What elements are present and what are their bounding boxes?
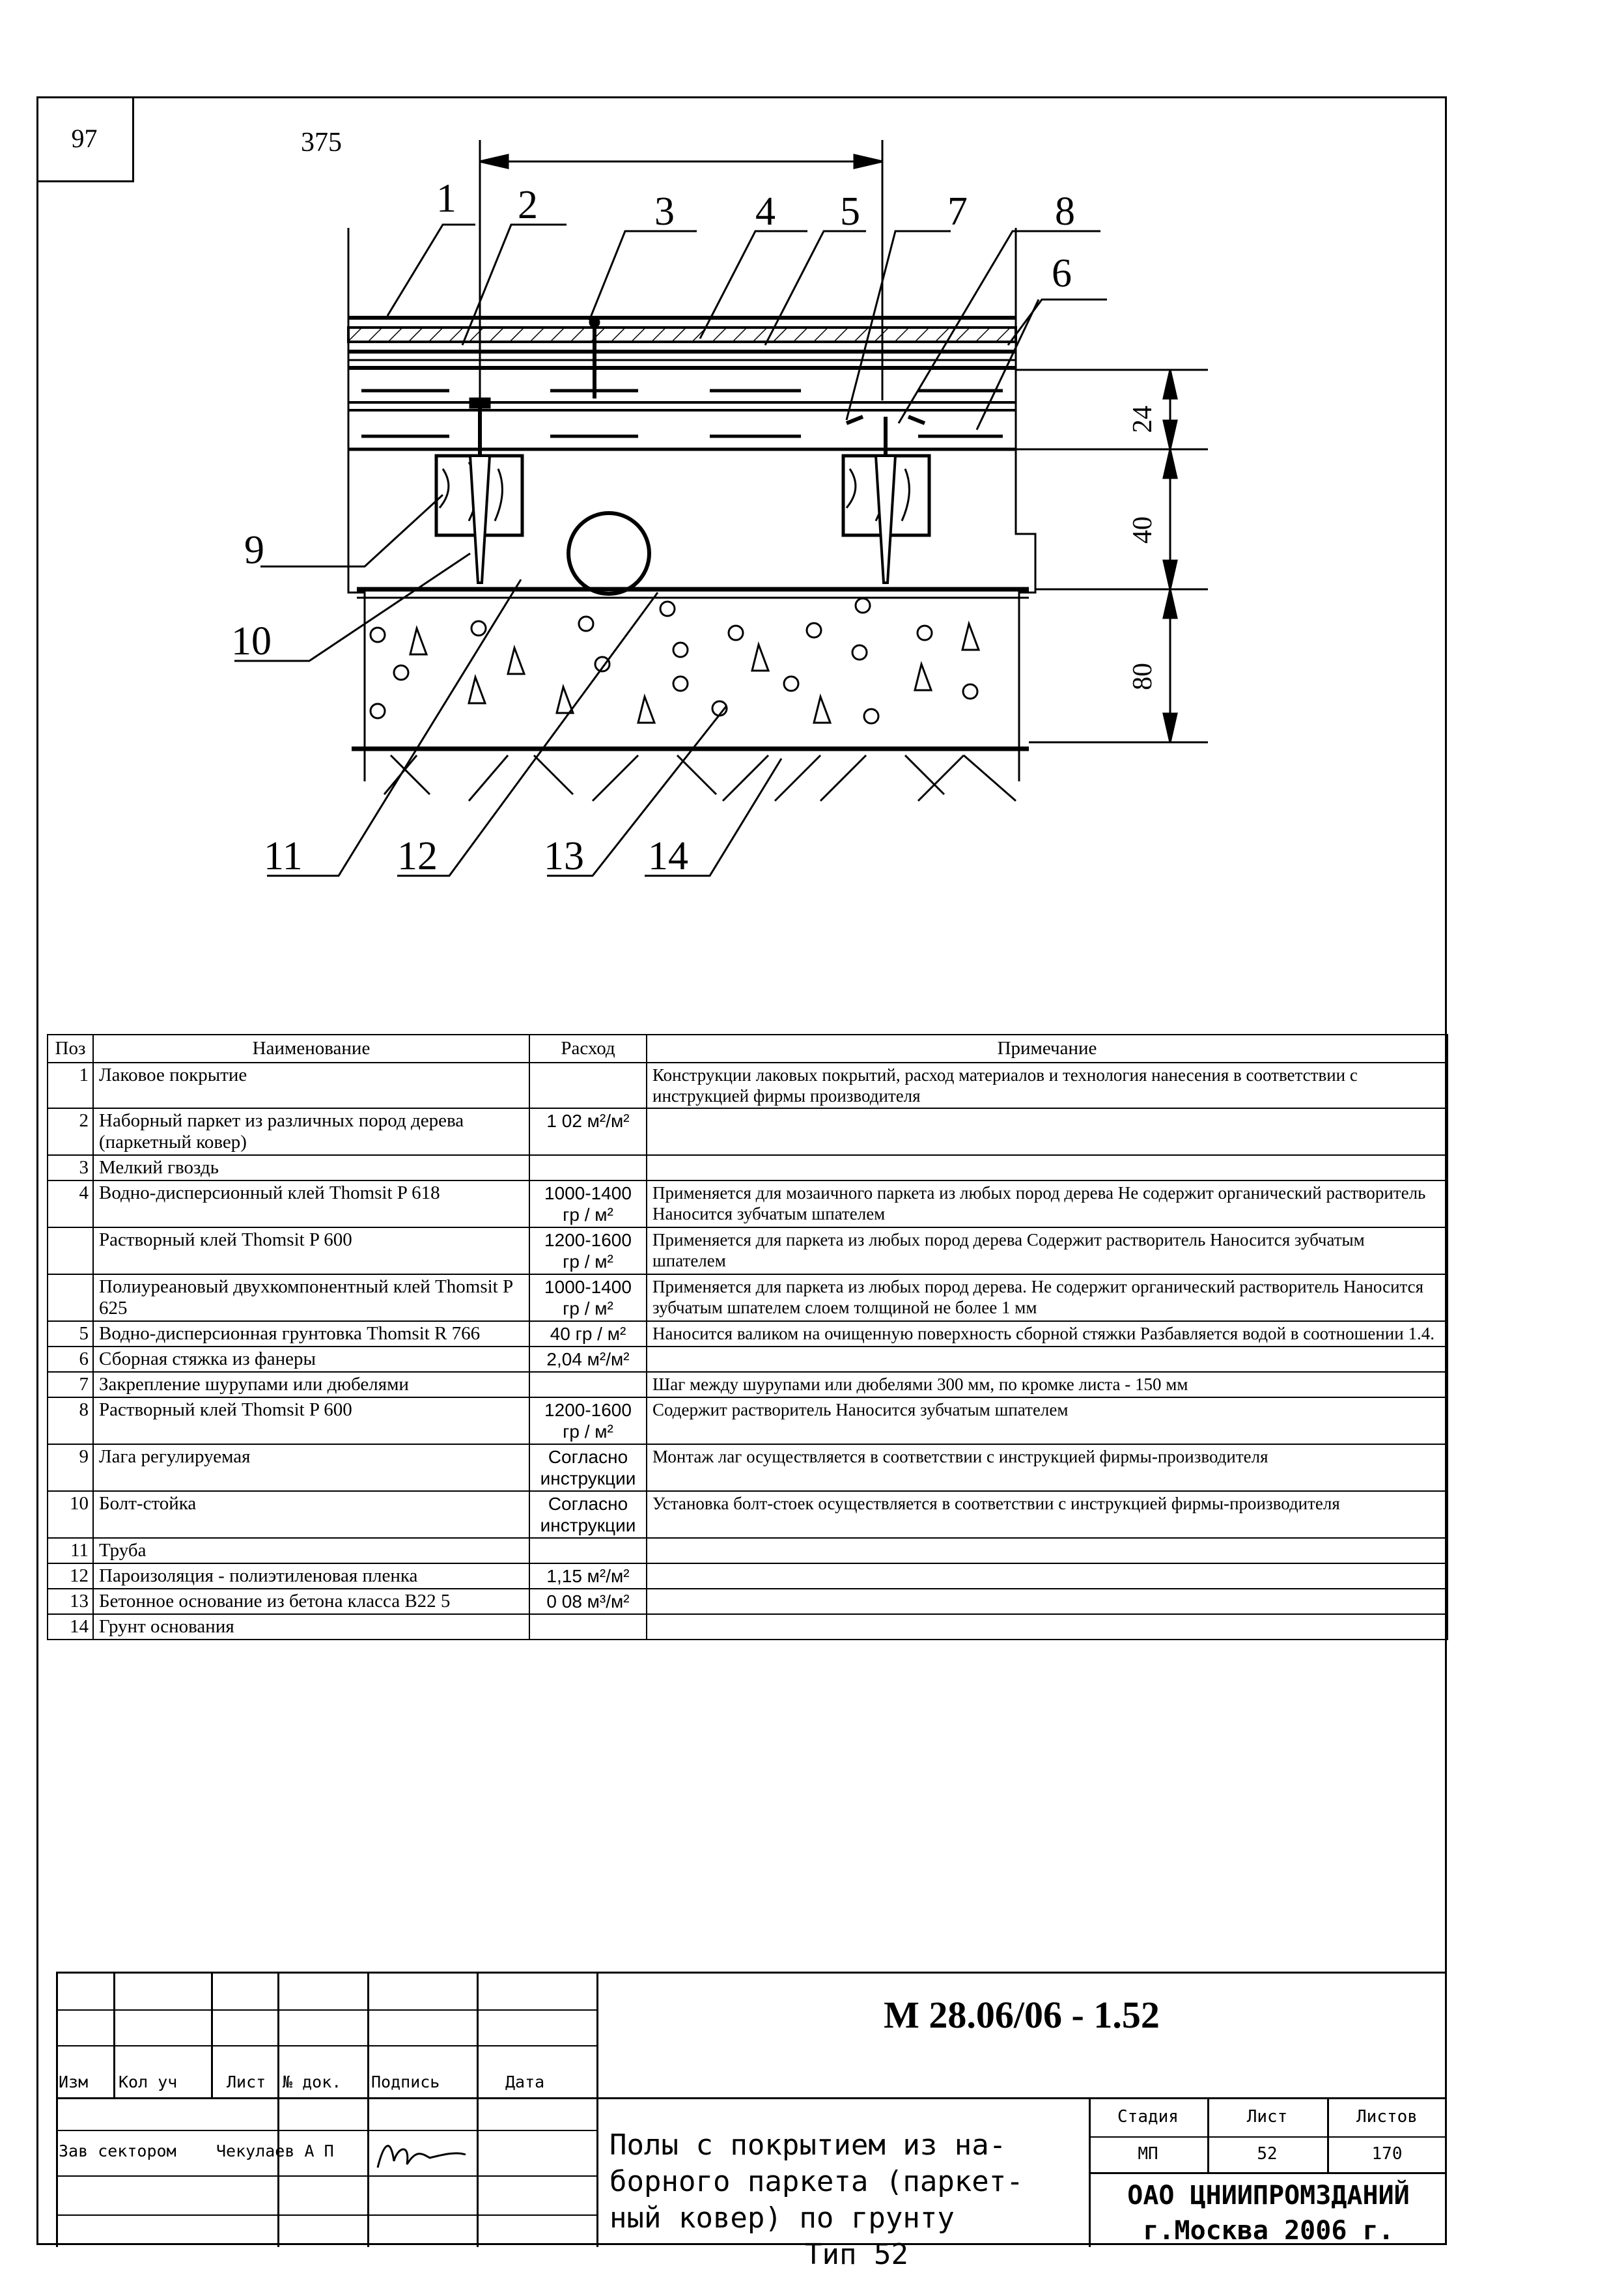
callout-3: 3: [654, 189, 675, 234]
page-number: 97: [36, 96, 134, 182]
stage-value: МП: [1138, 2144, 1158, 2164]
table-row: [48, 1614, 1448, 1640]
cell-note: [647, 1155, 1448, 1180]
sheet-label: Лист: [1246, 2107, 1288, 2127]
cell-note: Шаг между шурупами или дюбелями 300 мм, по кромке листа - 150 мм: [647, 1372, 1448, 1397]
signature: [371, 2135, 469, 2174]
callout-6: 6: [1052, 251, 1072, 296]
cell-pos: 5: [48, 1321, 93, 1347]
table-row: [48, 1227, 1448, 1274]
table-row: [48, 1108, 1448, 1155]
cell-pos: 3: [48, 1155, 93, 1180]
cell-rate: [529, 1538, 647, 1563]
specification-table: [47, 1034, 1448, 1640]
role-label: Зав сектором: [59, 2142, 176, 2160]
cell-rate: [529, 1155, 647, 1180]
cell-rate: 1200-1600 гр / м²: [529, 1397, 647, 1444]
cell-rate: [529, 1614, 647, 1640]
header-rate: Расход: [529, 1035, 647, 1063]
callout-9: 9: [244, 528, 264, 572]
dimension-80: 80: [1128, 663, 1158, 690]
cell-name: Лаковое покрытие: [93, 1063, 529, 1108]
cell-pos: 6: [48, 1347, 93, 1372]
cell-name: Труба: [93, 1538, 529, 1563]
col-label-doc: № док.: [283, 2073, 342, 2091]
cell-note: Монтаж лаг осуществляется в соответствии с инструкцией фирмы-производителя: [647, 1444, 1448, 1491]
cell-name: Полиуреановый двухкомпонентный клей Thomsit P 625: [93, 1274, 529, 1321]
sheet-title: [609, 2127, 1024, 2273]
callout-1: 1: [436, 176, 456, 221]
table-row: [48, 1372, 1448, 1397]
cell-pos: 13: [48, 1589, 93, 1614]
cell-note: [647, 1108, 1448, 1155]
cell-pos: 12: [48, 1563, 93, 1589]
document-code: М 28.06/06 - 1.52: [884, 1994, 1160, 2036]
cell-name: Сборная стяжка из фанеры: [93, 1347, 529, 1372]
title-block: [56, 1972, 1447, 2271]
callout-12: 12: [397, 834, 438, 878]
col-label-list: Лист: [227, 2073, 266, 2091]
table-row: [48, 1155, 1448, 1180]
cell-pos: 11: [48, 1538, 93, 1563]
organization: ОАО ЦНИИПРОМЗДАНИЙ: [1127, 2181, 1410, 2211]
cell-rate: 40 гр / м²: [529, 1321, 647, 1347]
cell-rate: 1,15 м²/м²: [529, 1563, 647, 1589]
col-label-date: Дата: [505, 2073, 545, 2091]
table-row: [48, 1563, 1448, 1589]
cell-name: Растворный клей Thomsit P 600: [93, 1227, 529, 1274]
sheets-label: Листов: [1356, 2107, 1418, 2127]
table-row: [48, 1491, 1448, 1538]
cell-pos: 2: [48, 1108, 93, 1155]
cell-rate: Согласно инструкции: [529, 1491, 647, 1538]
cell-note: Установка болт-стоек осуществляется в соответствии с инструкцией фирмы-производителя: [647, 1491, 1448, 1538]
cell-note: Конструкции лаковых покрытий, расход материалов и технология нанесения в соответствии с инструкцией фирмы производителя: [647, 1063, 1448, 1108]
floor-section-drawing: [0, 0, 1624, 1016]
city-year: г.Москва 2006 г.: [1143, 2216, 1394, 2246]
cell-pos: 14: [48, 1614, 93, 1640]
cell-note: Применяется для паркета из любых пород дерева. Не содержит органический растворитель Наносится зубчатым шпателем слоем толщиной не более 1 мм: [647, 1274, 1448, 1321]
cell-name: Мелкий гвоздь: [93, 1155, 529, 1180]
cell-note: [647, 1563, 1448, 1589]
title-line-type: Тип 52: [805, 2238, 908, 2271]
callout-14: 14: [648, 834, 688, 878]
dimension-375: 375: [301, 128, 342, 158]
col-label-kol-uch: Кол уч: [119, 2073, 178, 2091]
cell-pos: 1: [48, 1063, 93, 1108]
cell-name: Растворный клей Thomsit P 600: [93, 1397, 529, 1444]
cell-note: [647, 1589, 1448, 1614]
table-row: [48, 1063, 1448, 1108]
table-row: [48, 1589, 1448, 1614]
cell-pos: 8: [48, 1397, 93, 1444]
sheet-value: 52: [1257, 2144, 1278, 2164]
dimension-40: 40: [1128, 516, 1158, 544]
callout-11: 11: [264, 834, 303, 878]
cell-rate: [529, 1372, 647, 1397]
cell-rate: 0 08 м³/м²: [529, 1589, 647, 1614]
stage-label: Стадия: [1117, 2107, 1179, 2127]
header-name: Наименование: [93, 1035, 529, 1063]
table-row: [48, 1274, 1448, 1321]
title-line-2: борного паркета (паркет-: [609, 2165, 1024, 2198]
title-line-1: Полы с покрытием из на-: [609, 2129, 1007, 2162]
cell-pos: 9: [48, 1444, 93, 1491]
table-row: [48, 1397, 1448, 1444]
cell-pos: [48, 1274, 93, 1321]
cell-name: Водно-дисперсионная грунтовка Thomsit R 766: [93, 1321, 529, 1347]
table-row: [48, 1347, 1448, 1372]
cell-name: Закрепление шурупами или дюбелями: [93, 1372, 529, 1397]
cell-name: Болт-стойка: [93, 1491, 529, 1538]
cell-note: Содержит растворитель Наносится зубчатым шпателем: [647, 1397, 1448, 1444]
table-row: [48, 1444, 1448, 1491]
callout-7: 7: [947, 189, 968, 234]
table-body: [48, 1063, 1448, 1640]
col-label-izm: Изм: [59, 2073, 89, 2091]
cell-rate: 1000-1400 гр / м²: [529, 1274, 647, 1321]
header-pos: Поз: [48, 1035, 93, 1063]
callout-13: 13: [544, 834, 584, 878]
cell-note: [647, 1538, 1448, 1563]
cell-name: Водно-дисперсионный клей Thomsit P 618: [93, 1180, 529, 1227]
sheets-value: 170: [1371, 2144, 1403, 2164]
callout-4: 4: [755, 189, 776, 234]
table-row: [48, 1538, 1448, 1563]
callout-10: 10: [231, 619, 272, 663]
cell-rate: 1200-1600 гр / м²: [529, 1227, 647, 1274]
callout-2: 2: [518, 183, 538, 227]
cell-name: Пароизоляция - полиэтиленовая пленка: [93, 1563, 529, 1589]
cell-name: Грунт основания: [93, 1614, 529, 1640]
cell-pos: 7: [48, 1372, 93, 1397]
cell-pos: 10: [48, 1491, 93, 1538]
cell-note: Применяется для паркета из любых пород дерева Содержит растворитель Наносится зубчатым шпателем: [647, 1227, 1448, 1274]
cell-note: [647, 1614, 1448, 1640]
cell-rate: 1 02 м²/м²: [529, 1108, 647, 1155]
cell-note: [647, 1347, 1448, 1372]
cell-name: Бетонное основание из бетона класса B22 5: [93, 1589, 529, 1614]
cell-name: Наборный паркет из различных пород дерева (паркетный ковер): [93, 1108, 529, 1155]
person-name: Чекулаев А П: [216, 2142, 334, 2160]
cell-rate: 1000-1400 гр / м²: [529, 1180, 647, 1227]
cell-pos: [48, 1227, 93, 1274]
header-note: Примечание: [647, 1035, 1448, 1063]
dimension-24: 24: [1128, 406, 1158, 433]
cell-pos: 4: [48, 1180, 93, 1227]
callout-8: 8: [1055, 189, 1075, 234]
cell-name: Лага регулируемая: [93, 1444, 529, 1491]
table-header-row: [48, 1035, 1448, 1063]
table-row: [48, 1321, 1448, 1347]
callout-5: 5: [840, 189, 860, 234]
title-line-3: ный ковер) по грунту: [609, 2201, 955, 2235]
cell-rate: 2,04 м²/м²: [529, 1347, 647, 1372]
cell-note: Наносится валиком на очищенную поверхность сборной стяжки Разбавляется водой в соотношении 1.4.: [647, 1321, 1448, 1347]
table-row: [48, 1180, 1448, 1227]
col-label-signature: Подпись: [371, 2073, 440, 2091]
cell-rate: Согласно инструкции: [529, 1444, 647, 1491]
cell-note: Применяется для мозаичного паркета из любых пород дерева Не содержит органический растворитель Наносится зубчатым шпателем: [647, 1180, 1448, 1227]
cell-rate: [529, 1063, 647, 1108]
